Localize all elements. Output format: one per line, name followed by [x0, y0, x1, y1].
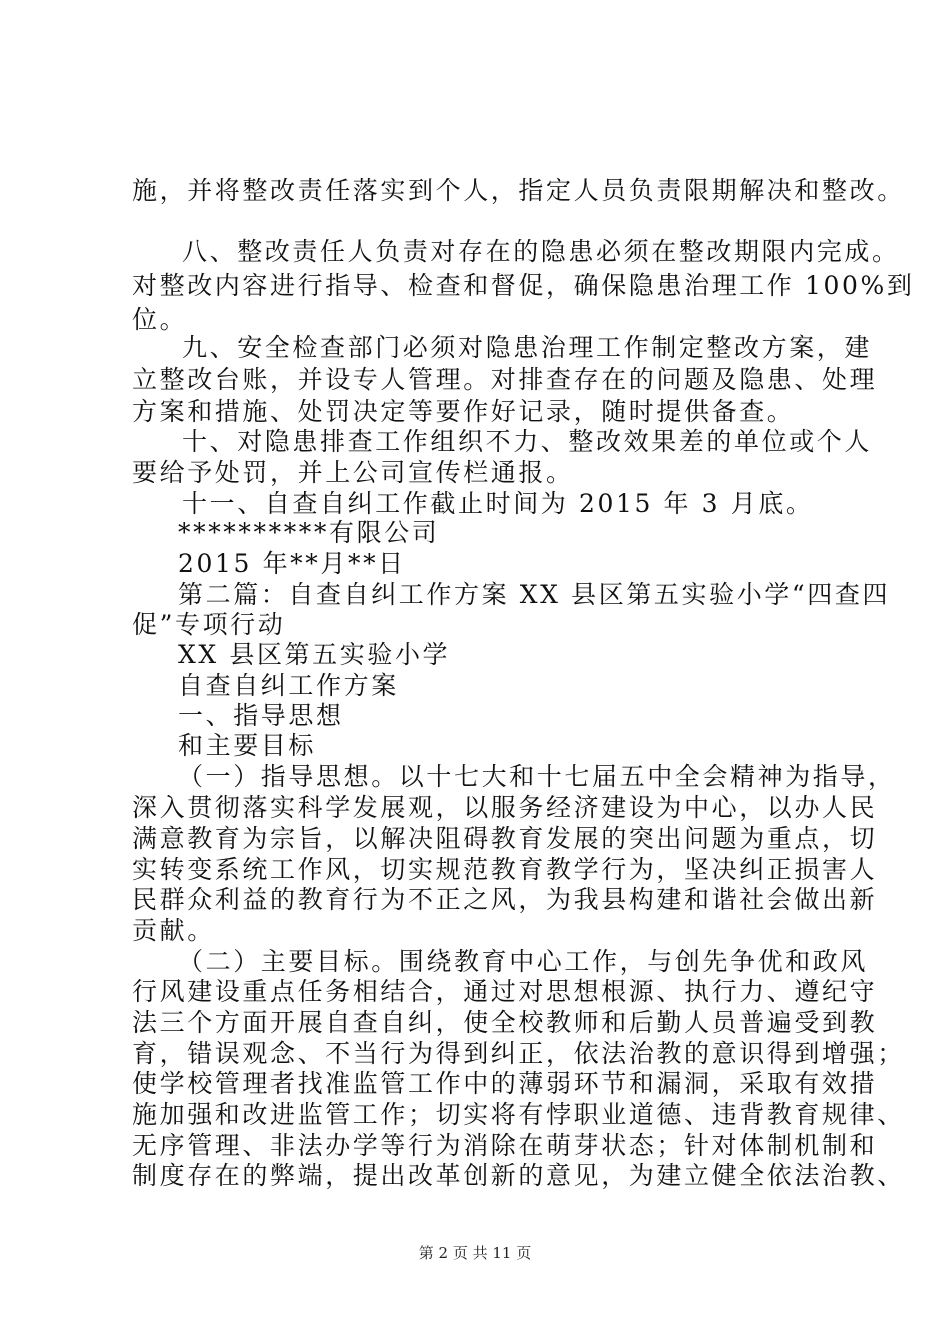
- text-line: 施，并将整改责任落实到个人，指定人员负责限期解决和整改。: [132, 176, 905, 205]
- text-line: 实转变系统工作风，切实规范教育教学行为，坚决纠正损害人: [132, 855, 878, 884]
- text-line: 使学校管理者找准监管工作中的薄弱环节和漏洞，采取有效措: [132, 1069, 878, 1098]
- text-line: （一）指导思想。以十七大和十七届五中全会精神为指导，: [178, 762, 896, 791]
- text-line: 行风建设重点任务相结合，通过对思想根源、执行力、遵纪守: [132, 977, 878, 1006]
- text-line: 贡献。: [132, 916, 215, 945]
- text-line: 无序管理、非法办学等行为消除在萌芽状态；针对体制机制和: [132, 1131, 878, 1160]
- text-line: 位。: [132, 305, 188, 334]
- text-line: 育，错误观念、不当行为得到纠正，依法治教的意识得到增强；: [132, 1039, 905, 1068]
- text-line: XX 县区第五实验小学: [178, 640, 451, 669]
- text-line: 和主要目标: [178, 731, 317, 760]
- text-line: 促”专项行动: [132, 610, 286, 639]
- text-line: 满意教育为宗旨，以解决阻碍教育发展的突出问题为重点，切: [132, 824, 878, 853]
- text-line: 九、安全检查部门必须对隐患治理工作制定整改方案，建: [182, 333, 873, 362]
- text-line: 一、指导思想: [178, 701, 344, 730]
- text-line: 要给予处罚，并上公司宣传栏通报。: [132, 458, 574, 487]
- text-line: 法三个方面开展自查自纠，使全校教师和后勤人员普遍受到教: [132, 1008, 878, 1037]
- text-line: 十一、自查自纠工作截止时间为 2015 年 3 月底。: [182, 489, 814, 518]
- text-line: 民群众利益的教育行为不正之风，为我县构建和谐社会做出新: [132, 885, 878, 914]
- text-line: **********有限公司: [178, 518, 440, 547]
- text-line: 2015 年**月**日: [178, 549, 406, 578]
- text-line: 立整改台账，并设专人管理。对排查存在的问题及隐患、处理: [132, 365, 878, 394]
- text-line: 十、对隐患排查工作组织不力、整改效果差的单位或个人: [182, 427, 873, 456]
- text-line: （二）主要目标。围绕教育中心工作，与创先争优和政风: [178, 947, 869, 976]
- text-line: 深入贯彻落实科学发展观，以服务经济建设为中心，以办人民: [132, 793, 878, 822]
- page-number-footer: 第 2 页 共 11 页: [418, 1244, 532, 1262]
- text-line: 对整改内容进行指导、检查和督促，确保隐患治理工作 100%到: [132, 271, 915, 300]
- text-line: 施加强和改进监管工作；切实将有悖职业道德、违背教育规律、: [132, 1100, 905, 1129]
- text-line: 八、整改责任人负责对存在的隐患必须在整改期限内完成。: [182, 237, 900, 266]
- text-line: 自查自纠工作方案: [178, 671, 399, 700]
- text-line: 第二篇：自查自纠工作方案 XX 县区第五实验小学“四查四: [178, 580, 891, 609]
- text-line: 方案和措施、处罚决定等要作好记录，随时提供备查。: [132, 397, 795, 426]
- text-line: 制度存在的弊端，提出改革创新的意见，为建立健全依法治教、: [132, 1161, 905, 1190]
